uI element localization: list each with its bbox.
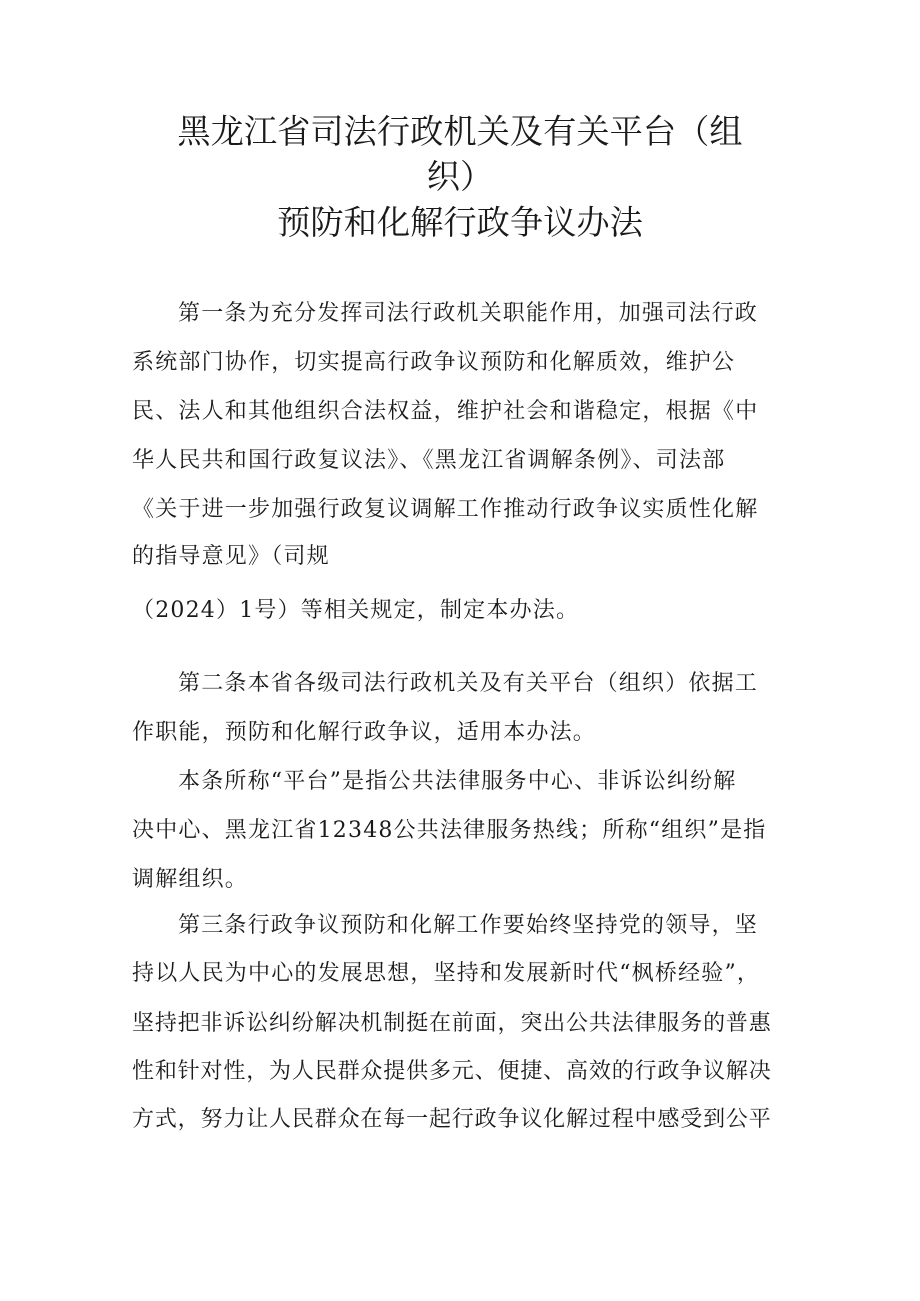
article-3-line-4: 性和针对性，为人民群众提供多元、便捷、高效的行政争议解决 bbox=[132, 1059, 772, 1084]
document-title-line-2: 织） bbox=[426, 157, 494, 196]
article-3-line-3: 坚持把非诉讼纠纷解决机制挺在前面，突出公共法律服务的普惠 bbox=[132, 1011, 772, 1036]
article-1-line-4: 华人民共和国行政复议法》、《黑龙江省调解条例》、司法部 bbox=[132, 448, 726, 473]
article-3-line-1: 第三条行政争议预防和化解工作要始终坚持党的领导，坚 bbox=[178, 913, 759, 938]
article-2-note-line-2: 决中心、黑龙江省12348公共法律服务热线；所称“组织”是指 bbox=[132, 818, 767, 843]
article-2-note-line-3: 调解组织。 bbox=[132, 867, 249, 892]
document-title-line-1: 黑龙江省司法行政机关及有关平台（组 bbox=[177, 112, 743, 151]
article-1-line-6: 的指导意见》（司规 bbox=[132, 544, 330, 569]
article-3-line-5: 方式，努力让人民群众在每一起行政争议化解过程中感受到公平 bbox=[132, 1107, 772, 1132]
article-1-line-7: （2024）1号）等相关规定，制定本办法。 bbox=[132, 598, 580, 623]
article-2-line-2: 作职能，预防和化解行政争议，适用本办法。 bbox=[132, 720, 597, 745]
article-1-line-5: 《关于进一步加强行政复议调解工作推动行政争议实质性化解 bbox=[132, 497, 759, 522]
article-2-line-1: 第二条本省各级司法行政机关及有关平台（组织）依据工 bbox=[178, 671, 759, 696]
article-3-line-2: 持以人民为中心的发展思想，坚持和发展新时代“枫桥经验”， bbox=[132, 961, 761, 986]
article-1-line-2: 系统部门协作，切实提高行政争议预防和化解质效，维护公 bbox=[132, 350, 736, 375]
document-title-line-3: 预防和化解行政争议办法 bbox=[277, 203, 643, 242]
article-2-note-line-1: 本条所称“平台”是指公共法律服务中心、非诉讼纠纷解 bbox=[178, 769, 737, 794]
article-1-line-1: 第一条为充分发挥司法行政机关职能作用，加强司法行政 bbox=[178, 301, 759, 326]
article-1-line-3: 民、法人和其他组织合法权益，维护社会和谐稳定，根据《中 bbox=[132, 399, 759, 424]
